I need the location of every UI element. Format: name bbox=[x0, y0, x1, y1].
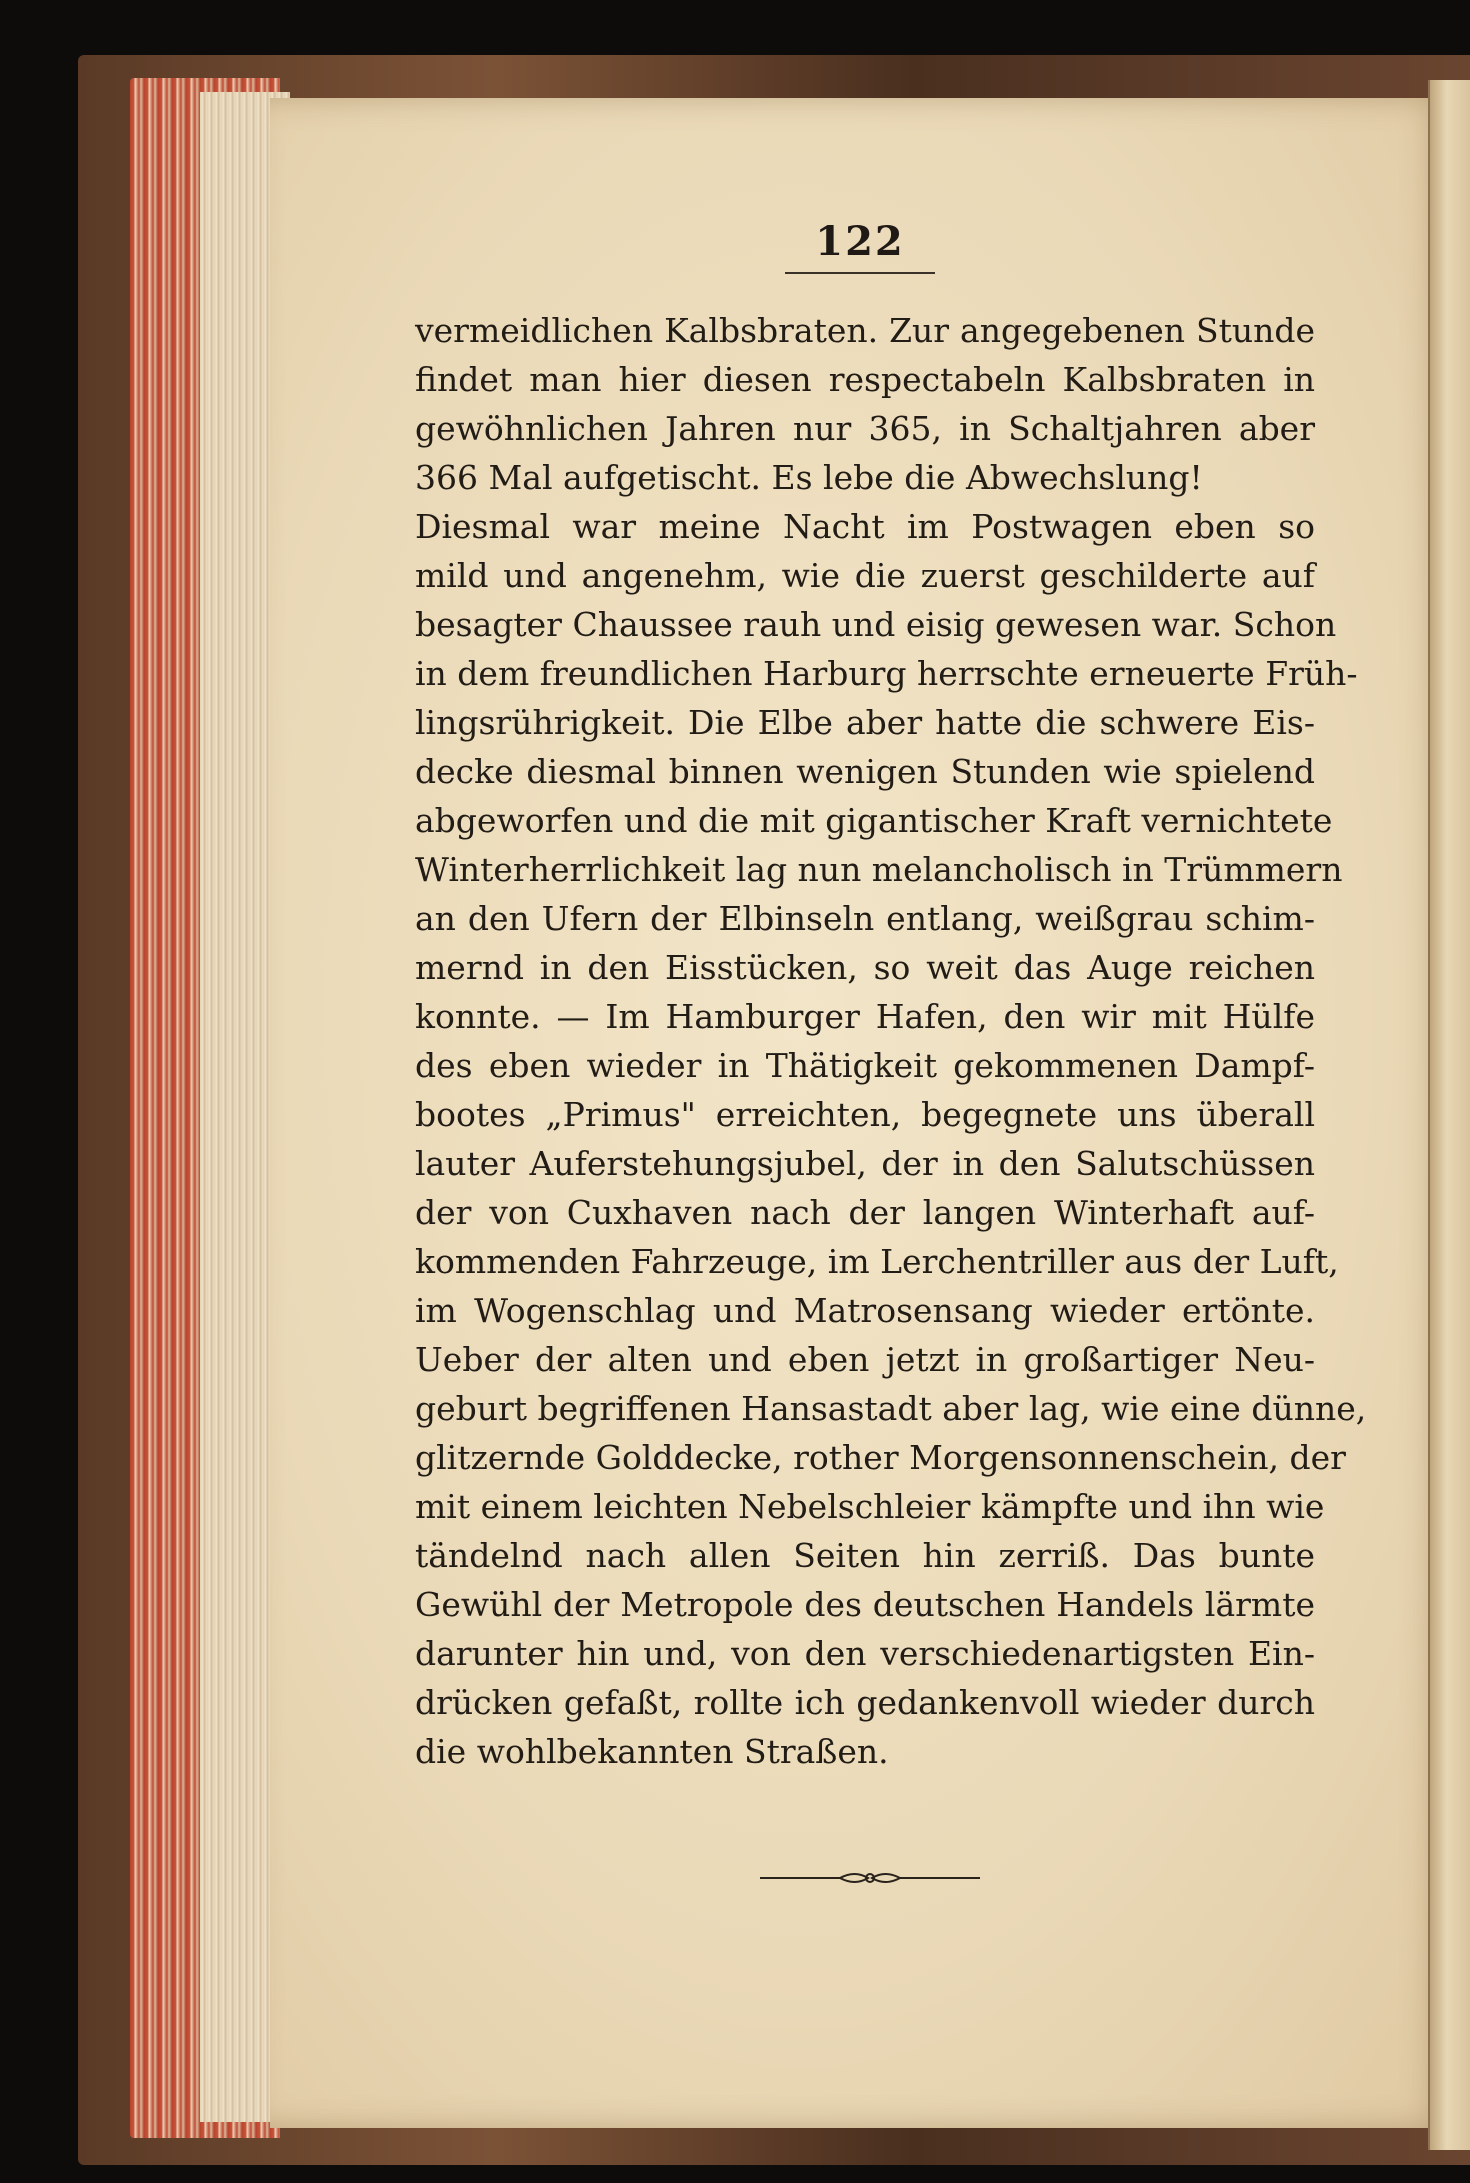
text-line: findet man hier diesen respectabeln Kalbsbraten in bbox=[415, 360, 1315, 399]
text-line: die wohlbekannten Straßen. bbox=[415, 1732, 889, 1771]
text-line: der von Cuxhaven nach der langen Winterhaft auf- bbox=[415, 1193, 1315, 1232]
text-line: im Wogenschlag und Matrosensang wieder ertönte. bbox=[415, 1291, 1315, 1330]
text-line: vermeidlichen Kalbsbraten. Zur angegebenen Stunde bbox=[415, 311, 1315, 350]
text-line: des eben wieder in Thätigkeit gekommenen Dampf- bbox=[415, 1046, 1315, 1085]
text-line: mernd in den Eisstücken, so weit das Auge reichen bbox=[415, 948, 1315, 987]
text-line: konnte. — Im Hamburger Hafen, den wir mit Hülfe bbox=[415, 997, 1315, 1036]
page-number-rule bbox=[785, 272, 935, 274]
text-line: Winterherrlichkeit lag nun melancholisch in Trümmern bbox=[415, 850, 1343, 889]
text-line: gewöhnlichen Jahren nur 365, in Schaltjahren aber bbox=[415, 409, 1315, 448]
text-line: in dem freundlichen Harburg herrschte erneuerte Früh- bbox=[415, 654, 1358, 693]
text-line: mit einem leichten Nebelschleier kämpfte und ihn wie bbox=[415, 1487, 1325, 1526]
facing-page-edge bbox=[1428, 80, 1470, 2150]
text-line: Diesmal war meine Nacht im Postwagen eben so bbox=[415, 507, 1315, 546]
text-line: Ueber der alten und eben jetzt in großartiger Neu- bbox=[415, 1340, 1315, 1379]
end-ornament bbox=[760, 1868, 980, 1888]
text-line: an den Ufern der Elbinseln entlang, weißgrau schim- bbox=[415, 899, 1315, 938]
text-line: lingsrührigkeit. Die Elbe aber hatte die schwere Eis- bbox=[415, 703, 1315, 742]
text-line: 366 Mal aufgetischt. Es lebe die Abwechslung! bbox=[415, 458, 1203, 497]
text-line: Gewühl der Metropole des deutschen Handels lärmte bbox=[415, 1585, 1315, 1624]
text-line: bootes „Primus" erreichten, begegnete uns überall bbox=[415, 1095, 1315, 1134]
text-line: glitzernde Golddecke, rother Morgensonnenschein, der bbox=[415, 1438, 1346, 1477]
text-line: besagter Chaussee rauh und eisig gewesen war. Schon bbox=[415, 605, 1337, 644]
page-number: 122 bbox=[815, 218, 905, 265]
text-line: mild und angenehm, wie die zuerst geschilderte auf bbox=[415, 556, 1315, 595]
text-line: geburt begriffenen Hansastadt aber lag, wie eine dünne, bbox=[415, 1389, 1367, 1428]
text-line: darunter hin und, von den verschiedenartigsten Ein- bbox=[415, 1634, 1315, 1673]
text-line: abgeworfen und die mit gigantischer Kraft vernichtete bbox=[415, 801, 1333, 840]
text-line: drücken gefaßt, rollte ich gedankenvoll wieder durch bbox=[415, 1683, 1315, 1722]
text-line: kommenden Fahrzeuge, im Lerchentriller aus der Luft, bbox=[415, 1242, 1339, 1281]
text-line: lauter Auferstehungsjubel, der in den Salutschüssen bbox=[415, 1144, 1315, 1183]
text-line: decke diesmal binnen wenigen Stunden wie spielend bbox=[415, 752, 1315, 791]
text-line: tändelnd nach allen Seiten hin zerriß. Das bunte bbox=[415, 1536, 1315, 1575]
body-text bbox=[415, 306, 1367, 1776]
